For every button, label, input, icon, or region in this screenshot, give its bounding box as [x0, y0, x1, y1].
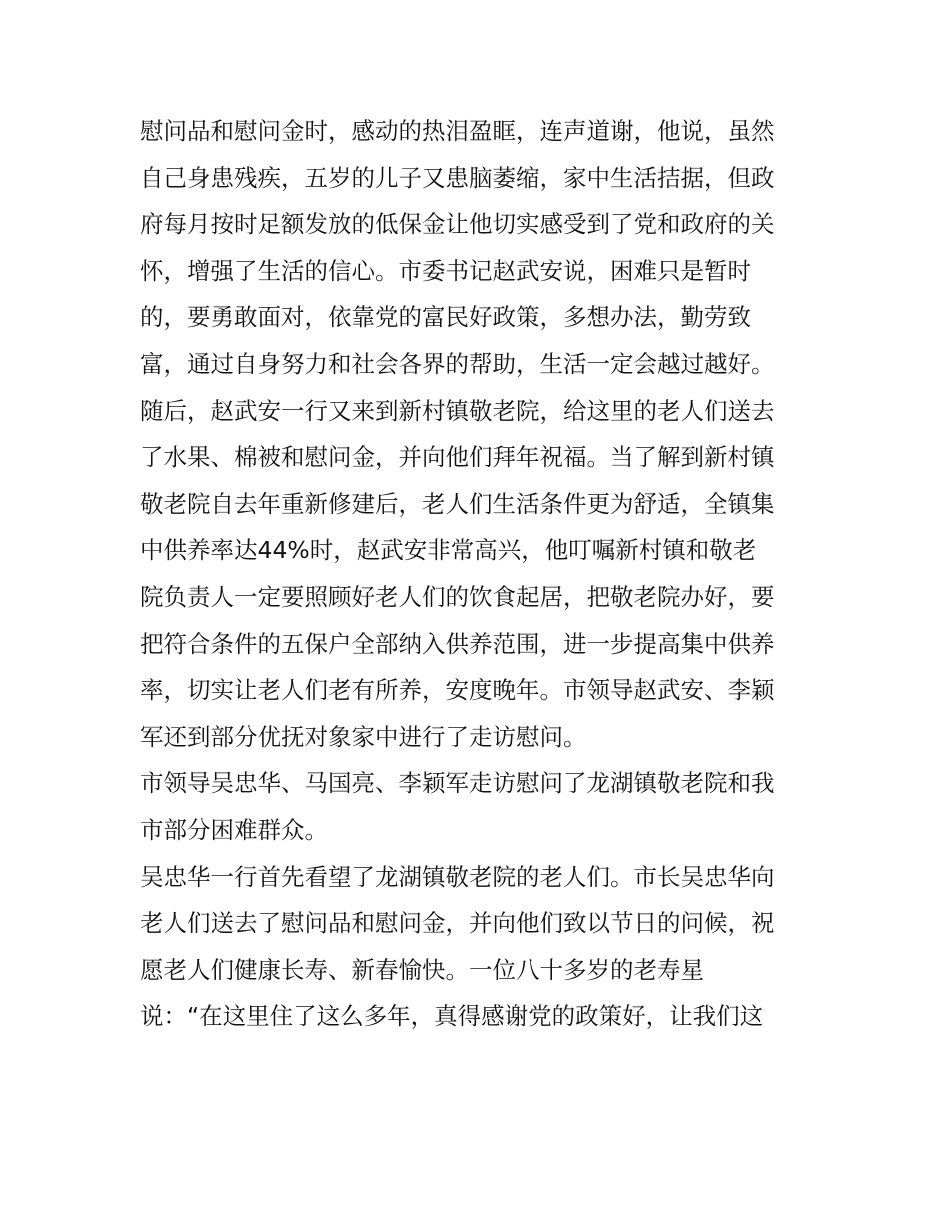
body-text: [140, 108, 830, 1040]
text-line: 敬老院自去年重新修建后，老人们生活条件更为舒适，全镇集: [140, 489, 775, 518]
text-line: 府每月按时足额发放的低保金让他切实感受到了党和政府的关: [140, 210, 775, 239]
text-line: 率，切实让老人们老有所养，安度晚年。市领导赵武安、李颖: [140, 676, 775, 705]
text-line: 自己身患残疾，五岁的儿子又患脑萎缩，家中生活拮据，但政: [140, 163, 775, 192]
text-line: 随后，赵武安一行又来到新村镇敬老院，给这里的老人们送去: [140, 396, 775, 425]
text-line: 慰问品和慰问金时，感动的热泪盈眶，连声道谢，他说，虽然: [140, 117, 775, 145]
text-line: 市部分困难群众。: [140, 815, 328, 844]
text-line: 老人们送去了慰问品和慰问金，并向他们致以节日的问候，祝: [140, 909, 775, 938]
text-line: 市领导吴忠华、马国亮、李颖军走访慰问了龙湖镇敬老院和我: [140, 769, 775, 798]
text-line: 怀，增强了生活的信心。市委书记赵武安说，困难只是暂时: [140, 256, 751, 285]
text-line: 院负责人一定要照顾好老人们的饮食起居，把敬老院办好，要: [140, 582, 775, 611]
text-line: 中供养率达44%时，赵武安非常高兴，他叮嘱新村镇和敬老: [140, 536, 757, 565]
text-line: 了水果、棉被和慰问金，并向他们拜年祝福。当了解到新村镇: [140, 443, 775, 472]
text-line: 说：“在这里住了这么多年，真得感谢党的政策好，让我们这: [140, 1002, 764, 1031]
text-line: 愿老人们健康长寿、新春愉快。一位八十多岁的老寿星: [140, 955, 704, 984]
text-line: 的，要勇敢面对，依靠党的富民好政策，多想办法，勤劳致: [140, 303, 751, 332]
text-line: 吴忠华一行首先看望了龙湖镇敬老院的老人们。市长吴忠华向: [140, 862, 775, 891]
text-line: 富，通过自身努力和社会各界的帮助，生活一定会越过越好。: [140, 349, 775, 378]
text-line: 军还到部分优抚对象家中进行了走访慰问。: [140, 722, 587, 751]
text-line: 把符合条件的五保户全部纳入供养范围，进一步提高集中供养: [140, 629, 775, 658]
